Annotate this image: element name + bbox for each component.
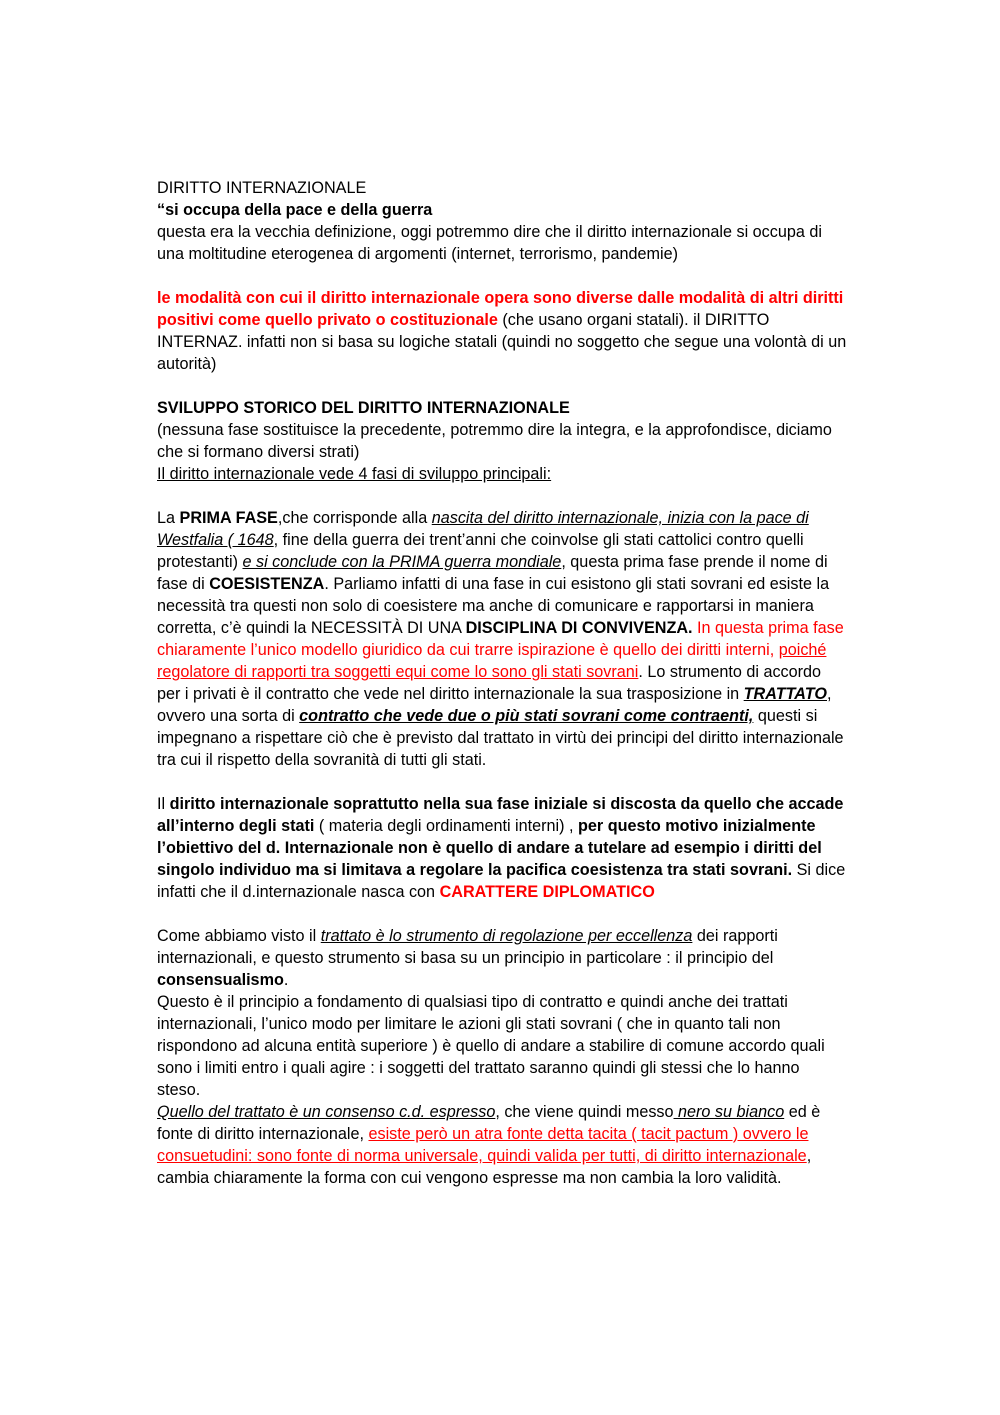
section-underlined-line (157, 463, 847, 485)
document-title: DIRITTO INTERNAZIONALE (157, 179, 367, 197)
text: ,che corrisponde alla (277, 509, 432, 527)
intro-paragraph: questa era la vecchia definizione, oggi potremmo dire che il diritto internazionale si occupa di una moltitudine eterogenea di argomenti (internet, terrorismo, pandemie) (157, 223, 822, 263)
paragraph-consenso (157, 1101, 847, 1189)
paragraph-prima-fase (157, 507, 847, 771)
text: . Parliamo infatti di una fase in cui esistono gli stati sovrani ed esiste la necessità tra questi non solo di coesistere ma anche di comunicare e rapportarsi in maniera corretta, c’è quindi la NECESSITÀ DI UNA (157, 575, 830, 637)
text: questi si impegnano a rispettare ciò che è previsto dal trattato in virtù dei principi del diritto internazionale tra cui il rispetto della sovranità di tutti gli stati. (157, 707, 844, 769)
text: , fine della guerra dei trent’anni che coinvolse gli stati cattolici contro quelli protestanti) (157, 531, 804, 571)
quote-text: “si occupa della pace e della guerra (157, 201, 433, 219)
text: . (283, 971, 289, 989)
italic-underlined-text: Quello del trattato è un consenso c.d. espresso (157, 1103, 496, 1121)
italic-underlined-text: e si conclude con la PRIMA guerra mondiale (242, 553, 562, 571)
underlined-text: Il diritto internazionale vede 4 fasi di sviluppo principali: (157, 465, 552, 483)
text: , che viene quindi messo (495, 1103, 674, 1121)
spacer (157, 485, 847, 507)
italic-underlined-text: trattato è lo strumento di regolazione per eccellenza (320, 927, 693, 945)
bold-italic-underlined-text: TRATTATO (743, 685, 827, 703)
red-underlined-text: poiché regolatore di rapporti tra soggetti equi come lo sono gli stati sovrani (157, 641, 827, 681)
italic-underlined-text: nascita del diritto internazionale, inizia con la pace di Westfalia ( 1648 (157, 509, 809, 549)
section-heading (157, 397, 847, 419)
red-bold-text: CARATTERE DIPLOMATICO (439, 883, 655, 901)
bold-italic-underlined-text: contratto che vede due o più stati sovrani come contraenti, (299, 707, 754, 725)
bold-text: consensualismo (157, 971, 284, 989)
text: Si dice infatti che il d.internazionale nasca con (157, 861, 846, 901)
text: La (157, 509, 180, 527)
text: dei rapporti internazionali, e questo strumento si basa su un principio in particolare : il principio del (157, 927, 778, 967)
text: Come abbiamo visto il (157, 927, 321, 945)
spacer (157, 903, 847, 925)
definition-quote (157, 199, 847, 221)
text: (che usano organi statali). il DIRITTO INTERNAZ. infatti non si basa su logiche statali (quindi no soggetto che segue una volontà di un autorità) (157, 311, 847, 373)
paragraph-fase-iniziale (157, 793, 847, 903)
bold-text: COESISTENZA (209, 575, 325, 593)
red-text: In questa prima fase chiaramente l’unico modello giuridico da cui trarre ispirazione è quello dei diritti interni, (157, 619, 844, 659)
paragraph-principio: Questo è il principio a fondamento di qualsiasi tipo di contratto e quindi anche dei trattati internazionali, l’unico modo per limitare le azioni gli stati sovrani ( che in quanto tali non rispondono ad alcuna entità superiore ) è quello di andare a stabilire di comune accordo quali sono i limiti entro i quali agire : i soggetti del trattato saranno quindi gli stessi che lo hanno steso. (157, 993, 825, 1099)
spacer (157, 771, 847, 793)
text: , ovvero una sorta di (157, 685, 832, 725)
spacer (157, 265, 847, 287)
document-body (157, 177, 847, 1189)
text: ed è fonte di diritto internazionale, (157, 1103, 821, 1143)
red-bold-text: le modalità con cui il diritto internazionale opera sono diverse dalle modalità di altri diritti positivi come quello privato o costituzionale (157, 289, 844, 329)
text: ( materia degli ordinamenti interni) , (314, 817, 579, 835)
paragraph-modalita (157, 287, 847, 375)
heading-text: SVILUPPO STORICO DEL DIRITTO INTERNAZIONALE (157, 399, 570, 417)
red-underlined-text: esiste però un atra fonte detta tacita ( tacit pactum ) ovvero le consuetudini: sono fonte di norma universale, quindi valida per tutti, di diritto internazionale (157, 1125, 809, 1165)
text: Il (157, 795, 170, 813)
bold-text: PRIMA FASE (179, 509, 278, 527)
text: , questa prima fase prende il nome di fase di (157, 553, 828, 593)
bold-text: per questo motivo inizialmente l’obiettivo del d. Internazionale non è quello di andare a tutelare ad esempio i diritti del singolo individuo ma si limitava a regolare la pacifica coesistenza tra stati sovrani. (157, 817, 822, 879)
text: . Lo strumento di accordo per i privati è il contratto che vede nel diritto internazionale la sua trasposizione in (157, 663, 822, 703)
bold-text: diritto internazionale soprattutto nella sua fase iniziale si discosta da quello che accade all’interno degli stati (157, 795, 844, 835)
spacer (157, 375, 847, 397)
paragraph-trattato (157, 925, 847, 991)
text: , cambia chiaramente la forma con cui vengono espresse ma non cambia la loro validità. (157, 1147, 812, 1187)
section-note: (nessuna fase sostituisce la precedente, potremmo dire la integra, e la approfondisce, diciamo che si formano diversi strati) (157, 421, 832, 461)
bold-text: DISCIPLINA DI CONVIVENZA. (465, 619, 693, 637)
italic-underlined-text: nero su bianco (673, 1103, 785, 1121)
